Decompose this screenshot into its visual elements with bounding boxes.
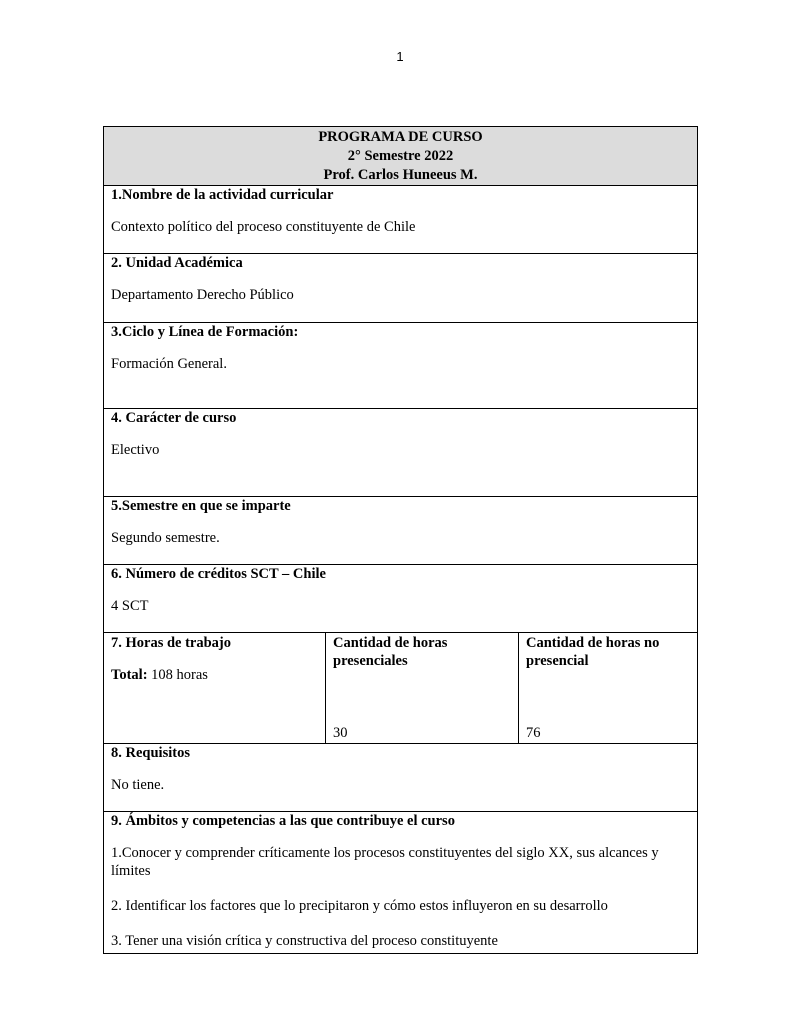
header-row bbox=[104, 127, 698, 186]
section-title: 5.Semestre en que se imparte bbox=[111, 498, 291, 514]
section-requirements bbox=[104, 744, 698, 812]
section-title: 3.Ciclo y Línea de Formación: bbox=[111, 324, 299, 340]
program-title: PROGRAMA DE CURSO bbox=[318, 129, 483, 145]
competency-item: 1.Conocer y comprender críticamente los procesos constituyentes del siglo XX, sus alcances y límites bbox=[111, 845, 659, 879]
section-row-2 bbox=[104, 254, 698, 323]
section-activity-name bbox=[104, 186, 698, 254]
section-row-7 bbox=[104, 633, 698, 744]
no-presencial-hours-cell bbox=[519, 633, 698, 744]
section-row-8 bbox=[104, 744, 698, 812]
program-semester: 2° Semestre 2022 bbox=[347, 148, 454, 164]
section-body: Electivo bbox=[111, 442, 160, 458]
section-body: Formación General. bbox=[111, 356, 227, 372]
total-hours bbox=[111, 666, 318, 684]
section-competencies bbox=[104, 812, 698, 954]
section-title: 4. Carácter de curso bbox=[111, 410, 237, 426]
competencies-list bbox=[111, 844, 690, 950]
total-value: 108 horas bbox=[151, 667, 208, 683]
total-label: Total: bbox=[111, 667, 148, 683]
section-work-hours bbox=[104, 633, 326, 744]
no-presencial-value: 76 bbox=[526, 725, 541, 741]
page-number: 1 bbox=[396, 49, 404, 64]
competency-item: 2. Identificar los factores que lo precipitaron y cómo estos influyeron en su desarrollo bbox=[111, 898, 608, 914]
section-credits bbox=[104, 565, 698, 633]
section-body: Departamento Derecho Público bbox=[111, 287, 294, 303]
section-title: 7. Horas de trabajo bbox=[111, 635, 232, 651]
presencial-hours-cell bbox=[326, 633, 519, 744]
section-title: 1.Nombre de la actividad curricular bbox=[111, 187, 334, 203]
program-header bbox=[104, 127, 698, 186]
no-presencial-label: Cantidad de horas no presencial bbox=[526, 635, 660, 669]
section-title: 2. Unidad Académica bbox=[111, 255, 243, 271]
section-title: 6. Número de créditos SCT – Chile bbox=[111, 566, 326, 582]
section-academic-unit bbox=[104, 254, 698, 323]
section-row-9 bbox=[104, 812, 698, 954]
section-body: Contexto político del proceso constituyente de Chile bbox=[111, 219, 416, 235]
section-course-character bbox=[104, 409, 698, 497]
section-body: No tiene. bbox=[111, 777, 165, 793]
section-row-1 bbox=[104, 186, 698, 254]
competency-item: 3. Tener una visión crítica y constructiva del proceso constituyente bbox=[111, 933, 498, 949]
section-semester bbox=[104, 497, 698, 565]
section-body: Segundo semestre. bbox=[111, 530, 220, 546]
section-title: 8. Requisitos bbox=[111, 745, 190, 761]
section-row-4 bbox=[104, 409, 698, 497]
course-program-table bbox=[103, 126, 698, 954]
section-cycle-line bbox=[104, 323, 698, 409]
section-title: 9. Ámbitos y competencias a las que contribuye el curso bbox=[111, 813, 455, 829]
presencial-label: Cantidad de horas presenciales bbox=[333, 635, 448, 669]
program-professor: Prof. Carlos Huneeus M. bbox=[323, 167, 478, 183]
section-row-6 bbox=[104, 565, 698, 633]
section-row-3 bbox=[104, 323, 698, 409]
section-body: 4 SCT bbox=[111, 598, 149, 614]
presencial-value: 30 bbox=[333, 725, 348, 741]
section-row-5 bbox=[104, 497, 698, 565]
